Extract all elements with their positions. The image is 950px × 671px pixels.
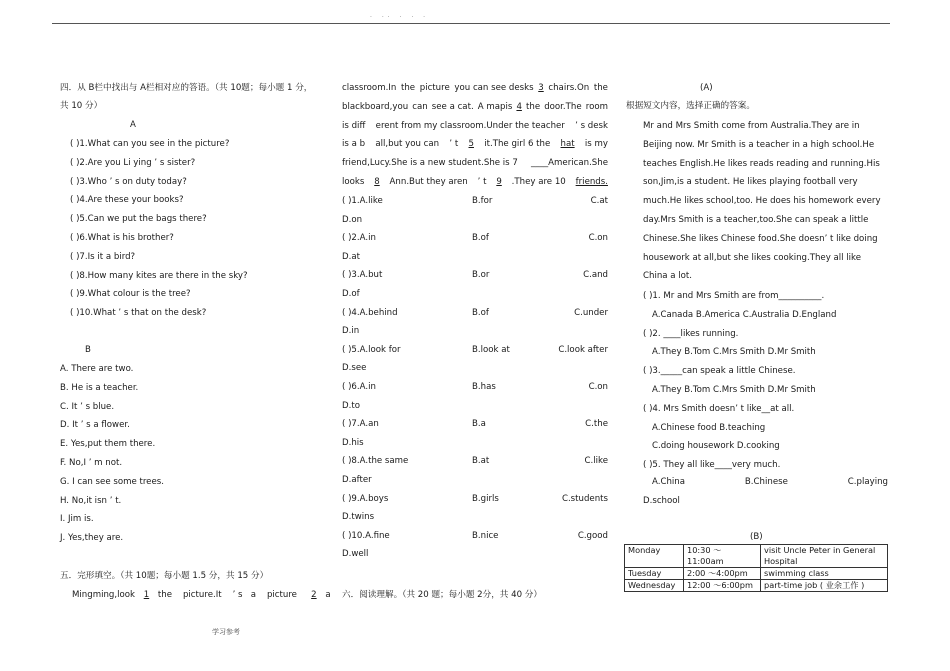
b-item: A. There are two. <box>60 364 134 374</box>
passage-word: 5 <box>468 139 474 150</box>
question: ( )1. Mr and Mrs Smith are from__________. <box>643 291 825 301</box>
b-item: G. I can see some trees. <box>60 476 164 487</box>
passage-word: can <box>412 101 428 112</box>
reading-line: China a lot. <box>643 271 693 282</box>
passage-word: door.The <box>544 101 582 112</box>
passage-word: 4 <box>516 101 522 112</box>
passage-word: you can see desks <box>454 83 534 93</box>
question-options: C.doing housework D.cooking <box>652 441 780 452</box>
q5-option-d: D.school <box>643 496 680 506</box>
option-c: C.under <box>574 307 608 318</box>
reading-line: much.He likes school,too. He does his homework every <box>643 196 881 207</box>
cloze-text: a <box>250 590 256 600</box>
b-item: F. No,I ’ m not. <box>60 458 123 468</box>
passage-word: A mapis <box>477 101 513 112</box>
schedule-cell: Monday <box>625 545 684 568</box>
option-c: C.good <box>577 530 608 541</box>
question-options: A.They B.Tom C.Mrs Smith D.Mr Smith <box>652 347 816 358</box>
passage-word: looks <box>342 177 365 187</box>
schedule-cell: part-time job ( 业余工作 ) <box>761 580 888 592</box>
option-b: B.of <box>472 307 489 318</box>
question: ( )2. ____likes running. <box>643 328 739 339</box>
option-b: B.nice <box>472 530 499 541</box>
option-d: D.to <box>342 400 360 411</box>
passage-line <box>342 157 608 169</box>
question-options: A.They B.Tom C.Mrs Smith D.Mr Smith <box>652 385 816 395</box>
schedule-row <box>625 545 888 568</box>
cloze-text: picture <box>266 590 297 600</box>
a-item: ( )8.How many kites are there in the sky? <box>70 270 248 281</box>
option-b: B.of <box>472 233 489 244</box>
passage-word: the <box>526 101 541 112</box>
passage-word: friend,Lucy.She is a new student.She is 7 <box>342 158 518 169</box>
passage-word: see a cat. <box>431 101 474 112</box>
passage-line <box>342 101 608 113</box>
schedule-cell: Tuesday <box>625 568 684 580</box>
cloze-text: picture.It <box>182 590 222 600</box>
option-d: D.in <box>342 326 360 337</box>
passage-word: classroom.In <box>342 83 397 93</box>
passage-word: it.The girl 6 the <box>484 139 551 150</box>
reading-line: Chinese.She likes Chinese food.She doesn’ t like doing <box>643 233 878 244</box>
b-item: D. It ’ s a flower. <box>60 420 130 431</box>
header-rule <box>52 23 890 24</box>
q5-option-c: C.playing <box>847 477 888 487</box>
q5-option-b: B.Chinese <box>744 477 788 487</box>
column-b-label: B <box>85 345 91 355</box>
passage-word: chairs.On <box>548 83 590 93</box>
a-item: ( )9.What colour is the tree? <box>70 289 191 300</box>
reading-line: day.Mrs Smith is a teacher,too.She can speak a little <box>643 215 869 225</box>
passage-word: the <box>593 83 608 93</box>
option-d: D.see <box>342 363 367 374</box>
b-item: E. Yes,put them there. <box>60 439 156 450</box>
schedule-cell: swimming class <box>761 568 888 580</box>
a-item: ( )7.Is it a bird? <box>70 251 136 262</box>
b-item: B. He is a teacher. <box>60 382 139 393</box>
b-item: I. Jim is. <box>60 514 94 525</box>
option-c: C.and <box>583 270 608 281</box>
passage-word: room <box>585 101 608 112</box>
passage-word: ’ t <box>449 139 459 150</box>
a-item: ( )2.Are you Li ying ’ s sister? <box>70 157 196 168</box>
q5-option-a: A.China <box>652 477 686 487</box>
passage-word: is a b <box>342 139 366 150</box>
passage-word: ’ t <box>477 177 487 187</box>
q5-options <box>652 476 888 488</box>
passage-word: ____American.She <box>530 158 608 169</box>
passage-line <box>342 120 608 132</box>
a-item: ( )4.Are these your books? <box>70 195 184 206</box>
cloze-text: a <box>325 590 331 600</box>
reading-line: Beijing now. Mr Smith is a teacher in a high school.He <box>643 139 875 150</box>
option-c: C.on <box>588 382 608 392</box>
schedule-cell: Wednesday <box>625 580 684 592</box>
a-item: ( )10.What ’ s that on the desk? <box>70 308 207 319</box>
schedule-cell: 10:30 ～11:00am <box>684 545 761 568</box>
question: ( )3._____can speak a little Chinese. <box>643 366 796 377</box>
option-b: B.or <box>472 270 490 281</box>
passage-word: 9 <box>496 177 502 187</box>
passage-word: the <box>400 83 416 93</box>
schedule-cell: visit Uncle Peter in General Hospital <box>761 545 888 568</box>
column-a-label: A <box>130 120 136 130</box>
option-a: ( )7.A.an <box>342 419 379 430</box>
reading-instruction: 根据短文内容，选择正确的答案。 <box>626 101 755 111</box>
cloze-start <box>72 589 331 601</box>
passage-word: blackboard,you <box>342 101 409 112</box>
option-c: C.look after <box>558 344 608 355</box>
passage-word: is my <box>584 139 608 150</box>
footer-note: 学习参考 <box>212 628 240 636</box>
cloze-blank-1: 1 <box>143 590 150 600</box>
option-a: ( )6.A.in <box>342 382 376 392</box>
option-c: C.on <box>588 233 608 244</box>
option-a: ( )2.A.in <box>342 233 376 244</box>
passage-word: .They are 10 <box>511 177 566 187</box>
section6-title: 六．阅读理解。（共 20 题；每小题 2分，共 40 分） <box>342 590 542 600</box>
option-a: ( )1.A.like <box>342 196 383 206</box>
a-item: ( )3.Who ’ s on duty today? <box>70 176 187 187</box>
section4-title: 四．从 B栏中找出与 A栏相对应的答语。（共 10题；每小题 1 分， <box>60 83 313 93</box>
schedule-row <box>625 580 888 592</box>
option-b: B.has <box>472 382 496 392</box>
schedule-row <box>625 568 888 580</box>
section4-title-cont: 共 10 分） <box>60 101 103 111</box>
passage-word: Ann.But they aren <box>389 177 468 187</box>
option-c: C.like <box>584 456 608 467</box>
passage-line <box>342 176 608 188</box>
b-item: C. It ’ s blue. <box>60 401 115 412</box>
reading-b-heading: (B) <box>750 532 763 542</box>
cloze-text: ’ s <box>232 590 243 600</box>
passage-line <box>342 138 608 150</box>
option-a: ( )5.A.look for <box>342 344 401 355</box>
cloze-text: the <box>157 590 173 600</box>
passage-line <box>342 82 608 94</box>
option-a: ( )3.A.but <box>342 270 383 281</box>
reading-line: Mr and Mrs Smith come from Australia.They are in <box>643 121 860 131</box>
option-d: D.after <box>342 475 372 485</box>
header-marks: · ·· · · · <box>370 14 430 21</box>
passage-word: picture <box>419 83 450 93</box>
option-b: B.a <box>472 419 486 430</box>
a-item: ( )5.Can we put the bags there? <box>70 214 207 225</box>
a-item: ( )1.What can you see in the picture? <box>70 139 230 149</box>
cloze-blank-2: 2 <box>311 590 317 600</box>
passage-word: 8 <box>374 177 380 187</box>
question: ( )5. They all like____very much. <box>643 460 781 471</box>
option-d: D.well <box>342 549 369 560</box>
question-options: A.Chinese food B.teaching <box>652 422 766 433</box>
passage-word: all,but you can <box>375 139 440 150</box>
reading-a-heading: (A) <box>700 83 713 93</box>
option-b: B.look at <box>472 344 510 355</box>
option-b: B.for <box>472 196 493 206</box>
reading-line: teaches English.He likes reads reading and running.His <box>643 158 880 169</box>
section5-title: 五．完形填空。（共 10题；每小题 1.5 分，共 15 分） <box>60 571 269 581</box>
option-b: B.at <box>472 456 490 467</box>
option-d: D.of <box>342 289 360 299</box>
passage-word: erent from my classroom.Under the teacher <box>375 120 565 131</box>
passage-word: hat <box>560 139 575 150</box>
passage-word: friends. <box>575 177 608 187</box>
option-d: D.his <box>342 437 364 448</box>
option-d: D.twins <box>342 512 375 523</box>
option-d: D.on <box>342 214 363 225</box>
option-a: ( )8.A.the same <box>342 456 409 467</box>
schedule-table <box>624 544 888 592</box>
a-item: ( )6.What is his brother? <box>70 233 174 243</box>
passage-word: ’ s desk <box>575 120 608 131</box>
option-a: ( )9.A.boys <box>342 493 389 504</box>
passage-word: is diff <box>342 120 366 131</box>
option-d: D.at <box>342 251 360 262</box>
schedule-cell: 2:00 ～4:00pm <box>684 568 761 580</box>
option-a: ( )10.A.fine <box>342 530 390 541</box>
schedule-cell: 12:00 ～6:00pm <box>684 580 761 592</box>
reading-line: housework at all,but she likes cooking.They all like <box>643 252 862 263</box>
option-b: B.girls <box>472 493 499 504</box>
reading-line: son,Jim,is a student. He likes playing football very <box>643 177 858 188</box>
question-options: A.Canada B.America C.Australia D.England <box>652 309 837 320</box>
passage-word: 3 <box>538 83 544 93</box>
b-item: H. No,it isn ’ t. <box>60 495 122 506</box>
option-c: C.students <box>561 493 608 504</box>
cloze-text: Mingming,look <box>72 590 135 600</box>
option-c: C.at <box>590 196 608 206</box>
option-a: ( )4.A.behind <box>342 307 398 318</box>
option-c: C.the <box>585 419 608 430</box>
b-item: J. Yes,they are. <box>60 533 124 544</box>
question: ( )4. Mrs Smith doesn’ t like__at all. <box>643 403 795 414</box>
